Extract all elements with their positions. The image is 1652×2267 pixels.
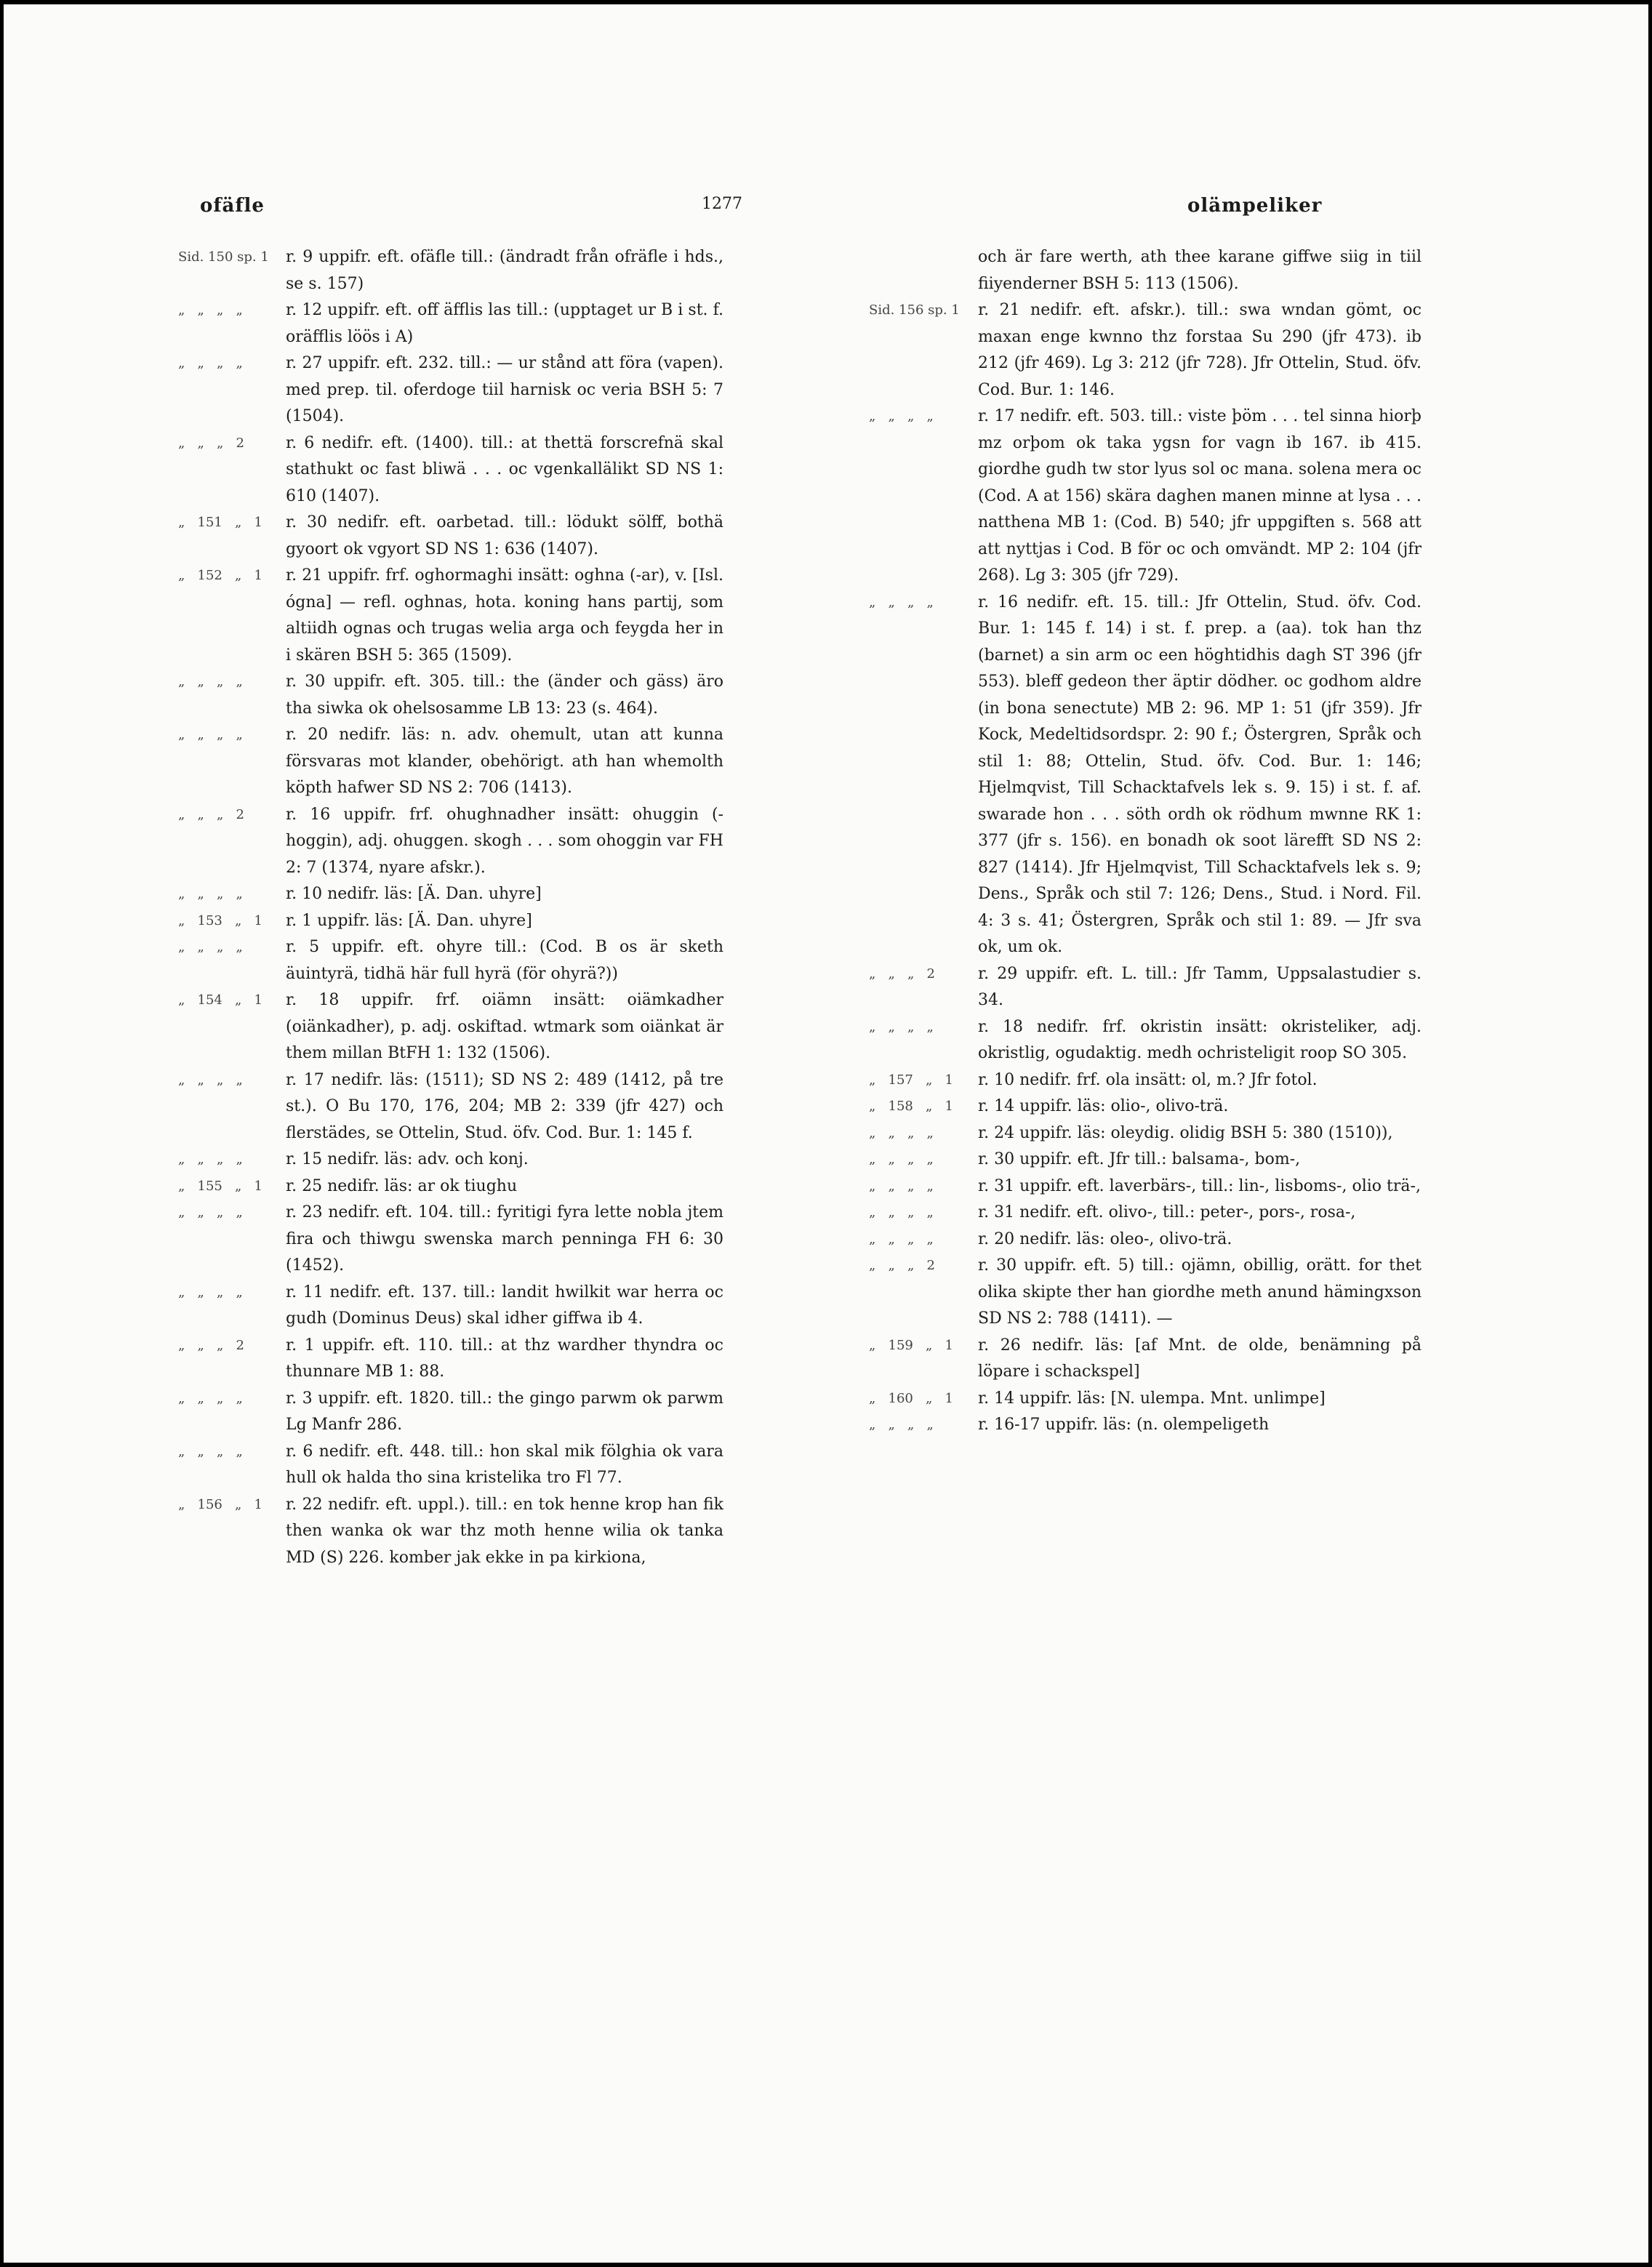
entry-text: r. 17 nedifr. eft. 503. till.: viste þöm . . . tel sinna hiorþ mz orþom ok taka ygsn for vagn ib 167. ib 415. giordhe gudh tw stor lyus sol oc mana. solena mera oc (Cod. A at 156) skära daghen manen minne at lysa . . . natthena MB 1: (Cod. B) 540; jfr uppgiften s. 568 att att nyttjas i Cod. B för oc och omvändt. MP 2: 104 (jfr 268). Lg 3: 305 (jfr 729).	[978, 407, 1422, 585]
correction-entry	[178, 1386, 723, 1439]
entry-text: r. 1 uppifr. eft. 110. till.: at thz wardher thyndra oc thunnare MB 1: 88.	[286, 1336, 723, 1381]
entry-text: r. 10 nedifr. läs: [Ä. Dan. uhyre]	[286, 885, 542, 903]
correction-entry	[178, 350, 723, 430]
entry-text: r. 15 nedifr. läs: adv. och konj.	[286, 1150, 529, 1168]
entry-text: r. 10 nedifr. frf. ola insätt: ol, m.? Jfr fotol.	[978, 1070, 1318, 1089]
entry-reference: „ „ „ 2	[178, 435, 244, 451]
entry-reference: „ „ „ „	[869, 1152, 934, 1167]
entry-reference	[869, 244, 978, 297]
entry-reference: „ „ „ „	[869, 409, 934, 424]
correction-entry	[869, 1200, 1422, 1227]
entry-reference: „ „ „ 2	[178, 1337, 244, 1353]
correction-entry	[178, 1173, 723, 1200]
page-number: 1277	[702, 195, 742, 213]
correction-entry	[178, 1333, 723, 1386]
entry-reference: „ „ „ „	[869, 1125, 934, 1141]
entry-text: r. 6 nedifr. eft. (1400). till.: at thettä forscrefnä skal stathukt oc fast bliwä . . . oc vgenkallälikt SD NS 1: 610 (1407).	[286, 433, 723, 505]
entry-reference: „ „ „ „	[178, 1205, 243, 1220]
entry-text: r. 30 uppifr. eft. 5) till.: ojämn, obillig, orätt. for thet olika skipte ther han giordhe meth anund hämingxson SD NS 2: 788 (1411). —	[978, 1256, 1422, 1328]
entry-reference: „ „ „ „	[178, 1152, 243, 1167]
correction-entry	[178, 244, 723, 297]
entry-text: r. 29 uppifr. eft. L. till.: Jfr Tamm, Uppsalastudier s. 34.	[978, 964, 1422, 1009]
entry-reference: „ „ „ „	[869, 1205, 934, 1220]
entry-text: r. 20 nedifr. läs: oleo-, olivo-trä.	[978, 1229, 1232, 1248]
entry-reference: „ 152 „ 1	[178, 568, 262, 583]
correction-entry	[178, 510, 723, 563]
entry-reference: „ 160 „ 1	[869, 1390, 953, 1406]
entry-text: r. 20 nedifr. läs: n. adv. ohemult, utan att kunna försvaras mot klander, obehörigt. ath han whemolth köpth hafwer SD NS 2: 706 (1413).	[286, 726, 723, 797]
entry-reference: „ „ „ „	[178, 1443, 243, 1459]
correction-entry	[869, 404, 1422, 590]
entry-reference: „ „ „ 2	[869, 966, 935, 982]
correction-entry	[869, 961, 1422, 1014]
entry-text: r. 30 nedifr. eft. oarbetad. till.: lödukt sölff, bothä gyoort ok vgyort SD NS 1: 636 (1407).	[286, 513, 723, 558]
correction-entry	[178, 908, 723, 935]
entry-text: och är fare werth, ath thee karane giffwe siig in tiil fiiyenderner BSH 5: 113 (1506).	[978, 248, 1422, 293]
entry-text: r. 31 nedifr. eft. olivo-, till.: peter-, pors-, rosa-,	[978, 1203, 1356, 1221]
dictionary-page	[4, 4, 1648, 2263]
correction-entry	[869, 1227, 1422, 1253]
entry-reference: „ „ „ „	[178, 886, 243, 902]
correction-entry	[178, 297, 723, 350]
correction-entry	[178, 1067, 723, 1147]
entry-reference: „ „ „ „	[869, 1231, 934, 1247]
entry-text: r. 30 uppifr. eft. 305. till.: the (änder och gäss) äro tha siwka ok ohelsosamme LB 13: 23 (s. 464).	[286, 673, 723, 718]
right-running-head: olämpeliker	[1187, 195, 1323, 217]
correction-entry	[178, 881, 723, 908]
entry-text: r. 14 uppifr. läs: olio-, olivo-trä.	[978, 1097, 1229, 1115]
entry-reference: „ 155 „ 1	[178, 1178, 262, 1194]
correction-entry	[869, 1014, 1422, 1067]
correction-entry	[178, 1280, 723, 1333]
entry-reference: „ „ „ „	[178, 356, 243, 371]
entry-reference: „ „ „ „	[869, 1178, 934, 1194]
entry-reference: Sid. 150 sp. 1	[178, 249, 269, 265]
entry-text: r. 24 uppifr. läs: oleydig. olidig BSH 5: 380 (1510)),	[978, 1123, 1393, 1142]
entry-text: r. 25 nedifr. läs: ar ok tiughu	[286, 1176, 518, 1195]
entry-reference: „ „ „ „	[869, 1417, 934, 1432]
entry-reference: „ „ „ „	[178, 1390, 243, 1406]
correction-entry	[178, 1492, 723, 1572]
entry-reference: „ „ „ 2	[178, 806, 244, 822]
correction-entry	[178, 1439, 723, 1492]
correction-entry	[178, 669, 723, 722]
entry-text: r. 12 uppifr. eft. off äfflis las till.: (upptaget ur B i st. f. oräfflis löös i A)	[286, 301, 723, 346]
entry-reference: „ „ „ „	[178, 727, 243, 742]
correction-entry	[869, 297, 1422, 404]
entry-reference: „ 154 „ 1	[178, 992, 262, 1008]
correction-entry	[178, 934, 723, 987]
correction-entry	[869, 1120, 1422, 1147]
correction-entry	[178, 802, 723, 882]
entry-reference: „ 158 „ 1	[869, 1099, 953, 1114]
correction-entry	[178, 987, 723, 1067]
entry-reference: „ „ „ „	[178, 1284, 243, 1300]
entry-text: r. 31 uppifr. eft. laverbärs-, till.: lin-, lisboms-, olio trä-,	[978, 1176, 1421, 1195]
entry-text: r. 22 nedifr. eft. uppl.). till.: en tok henne krop han fik then wanka ok war thz moth henne wilia ok tanka MD (S) 226. komber jak ekke in pa kirkiona,	[286, 1495, 723, 1567]
entry-text: r. 23 nedifr. eft. 104. till.: fyritigi fyra lette nobla jtem fira och thiwgu swenska march penninga FH 6: 30 (1452).	[286, 1203, 723, 1275]
left-running-head: ofäfle	[200, 195, 265, 217]
correction-entry	[178, 722, 723, 802]
entry-text: r. 11 nedifr. eft. 137. till.: landit hwilkit war herra oc gudh (Dominus Deus) skal idher giffwa ib 4.	[286, 1283, 723, 1328]
correction-entry	[178, 1147, 723, 1173]
entry-text: r. 1 uppifr. läs: [Ä. Dan. uhyre]	[286, 911, 532, 930]
entry-reference: „ „ „ 2	[869, 1258, 935, 1273]
entry-reference: „ 153 „ 1	[178, 912, 262, 928]
entry-reference: „ „ „ „	[178, 674, 243, 689]
entry-text: r. 18 uppifr. frf. oiämn insätt: oiämkadher (oiänkadher), p. adj. oskiftad. wtmark som oiänkat är them millan BtFH 1: 132 (1506).	[286, 991, 723, 1062]
correction-entry	[869, 1333, 1422, 1386]
entry-text: r. 30 uppifr. eft. Jfr till.: balsama-, bom-,	[978, 1150, 1301, 1168]
entry-reference: „ „ „ „	[869, 594, 934, 610]
entry-reference: „ „ „ „	[178, 302, 243, 318]
entry-reference: Sid. 156 sp. 1	[869, 302, 960, 318]
correction-entry	[178, 1200, 723, 1280]
correction-entry	[178, 430, 723, 510]
entry-reference: „ „ „ „	[178, 1072, 243, 1088]
entry-reference: „ 156 „ 1	[178, 1496, 262, 1512]
correction-entry	[869, 1412, 1422, 1439]
correction-entry	[869, 1147, 1422, 1173]
entry-text: r. 16 uppifr. frf. ohughnadher insätt: ohuggin (-hoggin), adj. ohuggen. skogh . . . som ohoggin var FH 2: 7 (1374, nyare afskr.).	[286, 805, 723, 877]
entry-reference: „ „ „ „	[178, 939, 243, 955]
right-column	[869, 244, 1422, 1439]
entry-text: r. 27 uppifr. eft. 232. till.: — ur stånd att föra (vapen). med prep. til. oferdoge tiil harnisk oc veria BSH 5: 7 (1504).	[286, 354, 723, 425]
entry-text: r. 21 uppifr. frf. oghormaghi insätt: oghna (-ar), v. [Isl. ógna] — refl. oghnas, hota. koning hans partij, som altiidh ognas och trugas welia arga och feygda her in i skären BSH 5: 365 (1509).	[286, 566, 723, 665]
correction-entry	[178, 563, 723, 669]
entry-text: r. 6 nedifr. eft. 448. till.: hon skal mik fölghia ok vara hull ok halda tho sina kristelika tro Fl 77.	[286, 1442, 723, 1487]
correction-entry	[869, 1067, 1422, 1094]
correction-entry	[869, 1253, 1422, 1333]
entry-reference: „ 157 „ 1	[869, 1072, 953, 1088]
entry-text: r. 3 uppifr. eft. 1820. till.: the gingo parwm ok parwm Lg Manfr 286.	[286, 1389, 723, 1434]
correction-entry	[869, 590, 1422, 961]
entry-reference: „ 151 „ 1	[178, 515, 262, 530]
entry-text: r. 5 uppifr. eft. ohyre till.: (Cod. B os är sketh äuintyrä, tidhä här full hyrä (för ohyrä?))	[286, 938, 723, 983]
entry-text: r. 21 nedifr. eft. afskr.). till.: swa wndan gömt, oc maxan enge kwnno thz forstaa Su 290 (jfr 473). ib 212 (jfr 469). Lg 3: 212 (jfr 728). Jfr Ottelin, Stud. öfv. Cod. Bur. 1: 146.	[978, 301, 1422, 399]
correction-entry	[869, 1386, 1422, 1413]
entry-text: r. 9 uppifr. eft. ofäfle till.: (ändradt från ofräfle i hds., se s. 157)	[286, 248, 723, 293]
entry-text: r. 16 nedifr. eft. 15. till.: Jfr Ottelin, Stud. öfv. Cod. Bur. 1: 145 f. 14) i st. f. prep. a (aa). tok han thz (barnet) a sin arm oc een höghtidhis dagh ST 396 (jfr 553). bleff gedeon ther äptir dödher. oc godhom aldre (in bona senectute) MB 2: 96. MP 1: 51 (jfr 359). Jfr Kock, Medeltidsordspr. 2: 90 f.; Östergren, Språk och stil 1: 88; Ottelin, Stud. öfv. Cod. Bur. 1: 146; Hjelmqvist, Till Schacktafvels lek s. 9. 15) i st. f. af. swarade hon . . . söth ordh ok rödhum mwnne RK 1: 377 (jfr s. 156). en bonadh ok soot lärefft SD NS 2: 827 (1414). Jfr Hjelmqvist, Till Schacktafvels lek s. 9; Dens., Språk och stil 7: 126; Dens., Stud. i Nord. Fil. 4: 3 s. 41; Östergren, Språk och stil 1: 89. — Jfr sva ok, um ok.	[978, 593, 1422, 956]
correction-entry	[869, 1173, 1422, 1200]
correction-entry	[869, 1094, 1422, 1120]
entry-text: r. 16-17 uppifr. läs: (n. olempeligeth	[978, 1416, 1270, 1434]
page-header	[4, 195, 1648, 224]
correction-entry	[869, 244, 1422, 297]
left-column	[178, 244, 723, 1571]
entry-text: r. 14 uppifr. läs: [N. ulempa. Mnt. unlimpe]	[978, 1389, 1326, 1408]
entry-reference: „ 159 „ 1	[869, 1337, 953, 1353]
entry-text: r. 18 nedifr. frf. okristin insätt: okristeliker, adj. okristlig, ogudaktig. medh ochristeligit roop SO 305.	[978, 1017, 1422, 1062]
entry-text: r. 26 nedifr. läs: [af Mnt. de olde, benämning på löpare i schackspel]	[978, 1336, 1422, 1381]
entry-reference: „ „ „ „	[869, 1019, 934, 1035]
entry-text: r. 17 nedifr. läs: (1511); SD NS 2: 489 (1412, på tre st.). O Bu 170, 176, 204; MB 2: 339 (jfr 427) och flerstädes, se Ottelin, Stud. öfv. Cod. Bur. 1: 145 f.	[286, 1070, 723, 1142]
